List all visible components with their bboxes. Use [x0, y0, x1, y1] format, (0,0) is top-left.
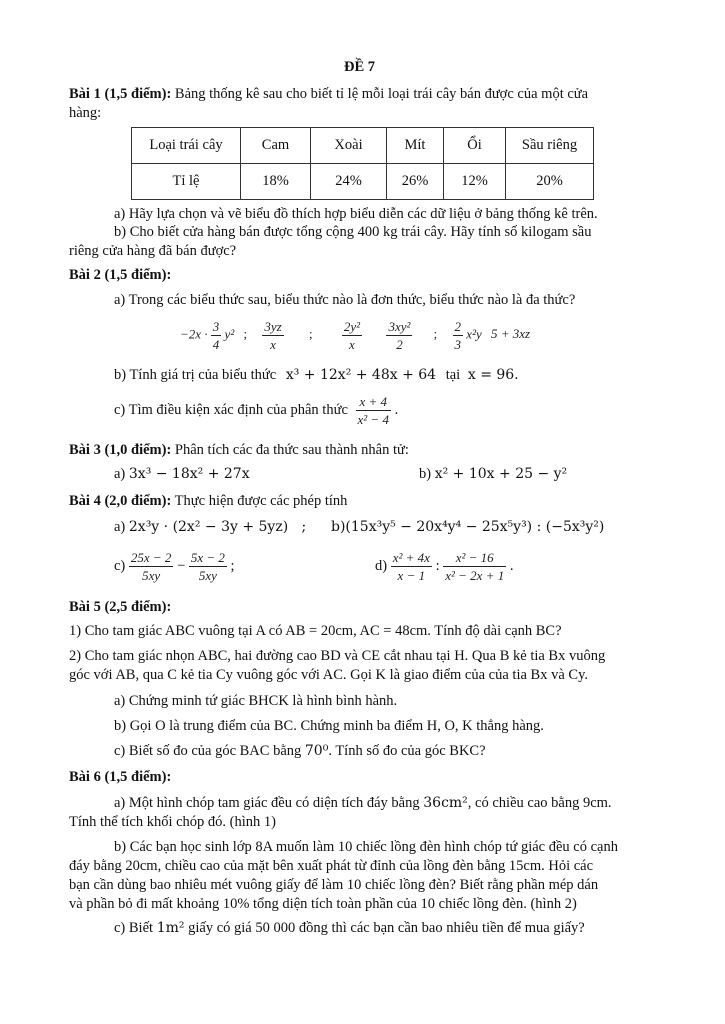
bai2-a: a) Trong các biểu thức sau, biểu thức nào là đơn thức, biểu thức nào là đa thức? [114, 292, 576, 308]
bai1-line1 [69, 85, 588, 103]
expr2-fraction [262, 318, 283, 353]
bai4-c [114, 549, 235, 584]
frac-denominator: x [349, 337, 355, 352]
frac-numerator: 5x − 2 [190, 550, 225, 565]
frac-numerator: 3 [212, 319, 220, 334]
frac-numerator: x + 4 [356, 393, 391, 411]
bai5-c [114, 742, 486, 760]
bai2-expressions [180, 318, 530, 353]
bai6-b1: b) Các bạn học sinh lớp 8A muốn làm 10 chiếc lồng đèn hình chóp tứ giác đều có cạnh [114, 839, 618, 855]
table-header-cell: Loại trái cây [132, 128, 241, 164]
bai6-a-text: a) Một hình chóp tam giác đều có diện tích đáy bằng [114, 795, 420, 811]
table-cell: 18% [241, 164, 311, 200]
bai5-c-question: . Tính số đo của góc BKC? [328, 743, 486, 759]
bai4-a [114, 518, 306, 536]
bai6-b4: và phần bỏ đi mất khoảng 10% tổng diện tích toàn phần của 10 chiếc lồng đèn. (hình 2) [69, 896, 577, 912]
bai5-p1: 1) Cho tam giác ABC vuông tại A có AB = 20cm, AC = 48cm. Tính độ dài cạnh BC? [69, 623, 562, 639]
bai6-heading: Bài 6 (1,5 điểm): [69, 769, 172, 785]
bai4-c-fraction2 [189, 549, 227, 584]
frac-denominator: x − 1 [397, 568, 426, 583]
table-header-cell: Mít [387, 128, 444, 164]
expr6: 5 + 3xz [490, 326, 531, 342]
bai4-c-operator: − [177, 557, 186, 574]
frac-numerator: 3yz [264, 319, 282, 334]
bai5-p2-line2: góc với AB, qua C kẻ tia Cy vuông góc với AC. Gọi K là giao điểm của của tia Bx và Cy. [69, 667, 588, 683]
bai3-b-label: b) [419, 466, 432, 482]
bai5-b: b) Gọi O là trung điểm của BC. Chứng minh ba điểm H, O, K thẳng hàng. [114, 718, 544, 734]
bai6-c-text: c) Biết [114, 920, 154, 936]
frac-denominator: x² − 2x + 1 [445, 568, 505, 583]
frac-denominator: 5xy [198, 568, 217, 583]
table-cell: 24% [311, 164, 387, 200]
table-cell: 26% [387, 164, 444, 200]
bai6-c [114, 919, 585, 937]
table-cell: 12% [444, 164, 506, 200]
bai1-heading: Bài 1 (1,5 điểm): [69, 86, 172, 102]
bai4-b: b)(15x³y⁵ − 20x⁴y⁴ − 25x⁵y³) : (−5x³y²) [331, 519, 605, 535]
frac-denominator: 5xy [142, 568, 161, 583]
bai3-text: Phân tích các đa thức sau thành nhân tử: [174, 442, 409, 458]
bai2-heading: Bài 2 (1,5 điểm): [69, 267, 172, 283]
bai3-b [419, 465, 567, 483]
frac-numerator: x² − 16 [443, 549, 506, 567]
bai4-c-end: ; [230, 557, 235, 574]
bai6-a1 [114, 794, 612, 812]
bai1-b1: b) Cho biết cửa hàng bán được tổng cộng 400 kg trái cây. Hãy tính số kilogam sầu [114, 224, 592, 240]
bai6-b3: bạn cần dùng bao nhiêu mét vuông giấy để làm 10 chiếc lồng đèn? Biết rằng phần mép dán [69, 877, 599, 893]
bai4-d-fraction2 [443, 549, 506, 584]
expr1-fraction [211, 318, 222, 353]
table-header-cell: Cam [241, 128, 311, 164]
bai4-d-operator: : [435, 557, 440, 574]
bai5-c-text: c) Biết số đo của góc BAC bằng [114, 743, 302, 759]
bai6-a-height: , có chiều cao bằng 9cm. [467, 795, 612, 811]
bai5-heading: Bài 5 (2,5 điểm): [69, 599, 172, 615]
expr1-suffix: y² [224, 326, 235, 342]
bai4-line [69, 492, 347, 510]
bai6-c-unit: 1m² [156, 920, 185, 936]
exam-title: ĐỀ 7 [344, 59, 376, 75]
bai3-a-expression: 3x³ − 18x² + 27x [128, 466, 250, 482]
expr5-suffix: x²y [466, 326, 482, 342]
frac-numerator: 3xy² [388, 319, 411, 334]
bai3-a [114, 465, 250, 483]
bai1-text1: Bảng thống kê sau cho biết tỉ lệ mỗi loại trái cây bán được của một cửa [174, 86, 589, 102]
bai5-c-angle: 70⁰ [304, 743, 329, 759]
bai6-a-area: 36cm² [423, 795, 468, 811]
bai4-d-fraction1 [391, 549, 432, 584]
bai4-d-label: d) [375, 557, 388, 574]
bai3-heading: Bài 3 (1,0 điểm): [69, 442, 172, 458]
frac-denominator: 3 [454, 337, 462, 352]
frac-denominator: 2 [396, 337, 403, 352]
bai2-b-text: b) Tính giá trị của biểu thức [114, 367, 277, 383]
frac-numerator: 2 [454, 319, 462, 334]
expr5-fraction [453, 318, 464, 353]
bai3-b-expression: x² + 10x + 25 − y² [434, 466, 568, 482]
bai2-c [114, 393, 398, 428]
bai4-text: Thực hiện được các phép tính [174, 493, 348, 509]
bai1-text2: hàng: [69, 105, 102, 121]
fruit-stat-table [131, 127, 594, 200]
bai6-c-question: giấy có giá 50 000 đồng thì các bạn cần bao nhiêu tiền để mua giấy? [188, 920, 585, 936]
bai1-b2: riêng cửa hàng đã bán được? [69, 243, 237, 259]
bai3-a-label: a) [114, 466, 126, 482]
frac-numerator: x² + 4x [392, 550, 430, 565]
bai4-a-expression: 2x³y · (2x² − 3y + 5yz) ; [128, 519, 307, 535]
frac-denominator: x² − 4 [357, 412, 389, 427]
bai2-b [114, 366, 519, 384]
bai2-c-end: . [394, 401, 399, 418]
table-cell: 20% [506, 164, 594, 200]
expr1-prefix: −2x · [180, 326, 208, 342]
bai1-a: a) Hãy lựa chọn và vẽ biểu đồ thích hợp biểu diễn các dữ liệu ở bảng thống kê trên. [114, 206, 598, 222]
bai4-d [375, 549, 513, 584]
expr3-fraction [342, 318, 362, 353]
bai6-a2: Tính thể tích khối chóp đó. (hình 1) [69, 814, 276, 830]
table-header-cell: Sầu riêng [506, 128, 594, 164]
bai5-a: a) Chứng minh tứ giác BHCK là hình bình hành. [114, 693, 398, 709]
bai4-heading: Bài 4 (2,0 điểm): [69, 493, 172, 509]
bai2-c-text: c) Tìm điều kiện xác định của phân thức [114, 401, 348, 418]
bai4-c-label: c) [114, 557, 126, 574]
bai3-line [69, 441, 409, 459]
frac-numerator: 2y² [343, 319, 360, 334]
separator: ; [308, 326, 313, 342]
bai2-b-expression: x³ + 12x² + 48x + 64 [285, 367, 437, 383]
bai2-c-fraction [356, 393, 391, 428]
bai4-c-fraction1 [129, 549, 174, 584]
frac-denominator: 4 [212, 337, 220, 352]
bai6-b2: đáy bằng 20cm, chiều cao của mặt bên xuất phát từ đỉnh của lồng đèn bằng 15cm. Hỏi các [69, 858, 594, 874]
table-row [132, 164, 594, 200]
separator: ; [243, 326, 248, 342]
separator: ; [433, 326, 438, 342]
frac-numerator: 25x − 2 [130, 550, 172, 565]
bai5-p2-line1: 2) Cho tam giác nhọn ABC, hai đường cao BD và CE cắt nhau tại H. Qua B kẻ tia Bx vuông [69, 648, 606, 664]
table-header-row [132, 128, 594, 164]
table-cell: Tỉ lệ [132, 164, 241, 200]
table-header-cell: Xoài [311, 128, 387, 164]
bai2-b-value: x = 96. [467, 367, 519, 383]
frac-denominator: x [270, 337, 276, 352]
bai2-b-at: tại [445, 367, 461, 383]
table-header-cell: Ổi [444, 128, 506, 164]
bai4-d-end: . [509, 557, 514, 574]
bai4-a-label: a) [114, 519, 126, 535]
expr4-fraction [386, 318, 412, 353]
